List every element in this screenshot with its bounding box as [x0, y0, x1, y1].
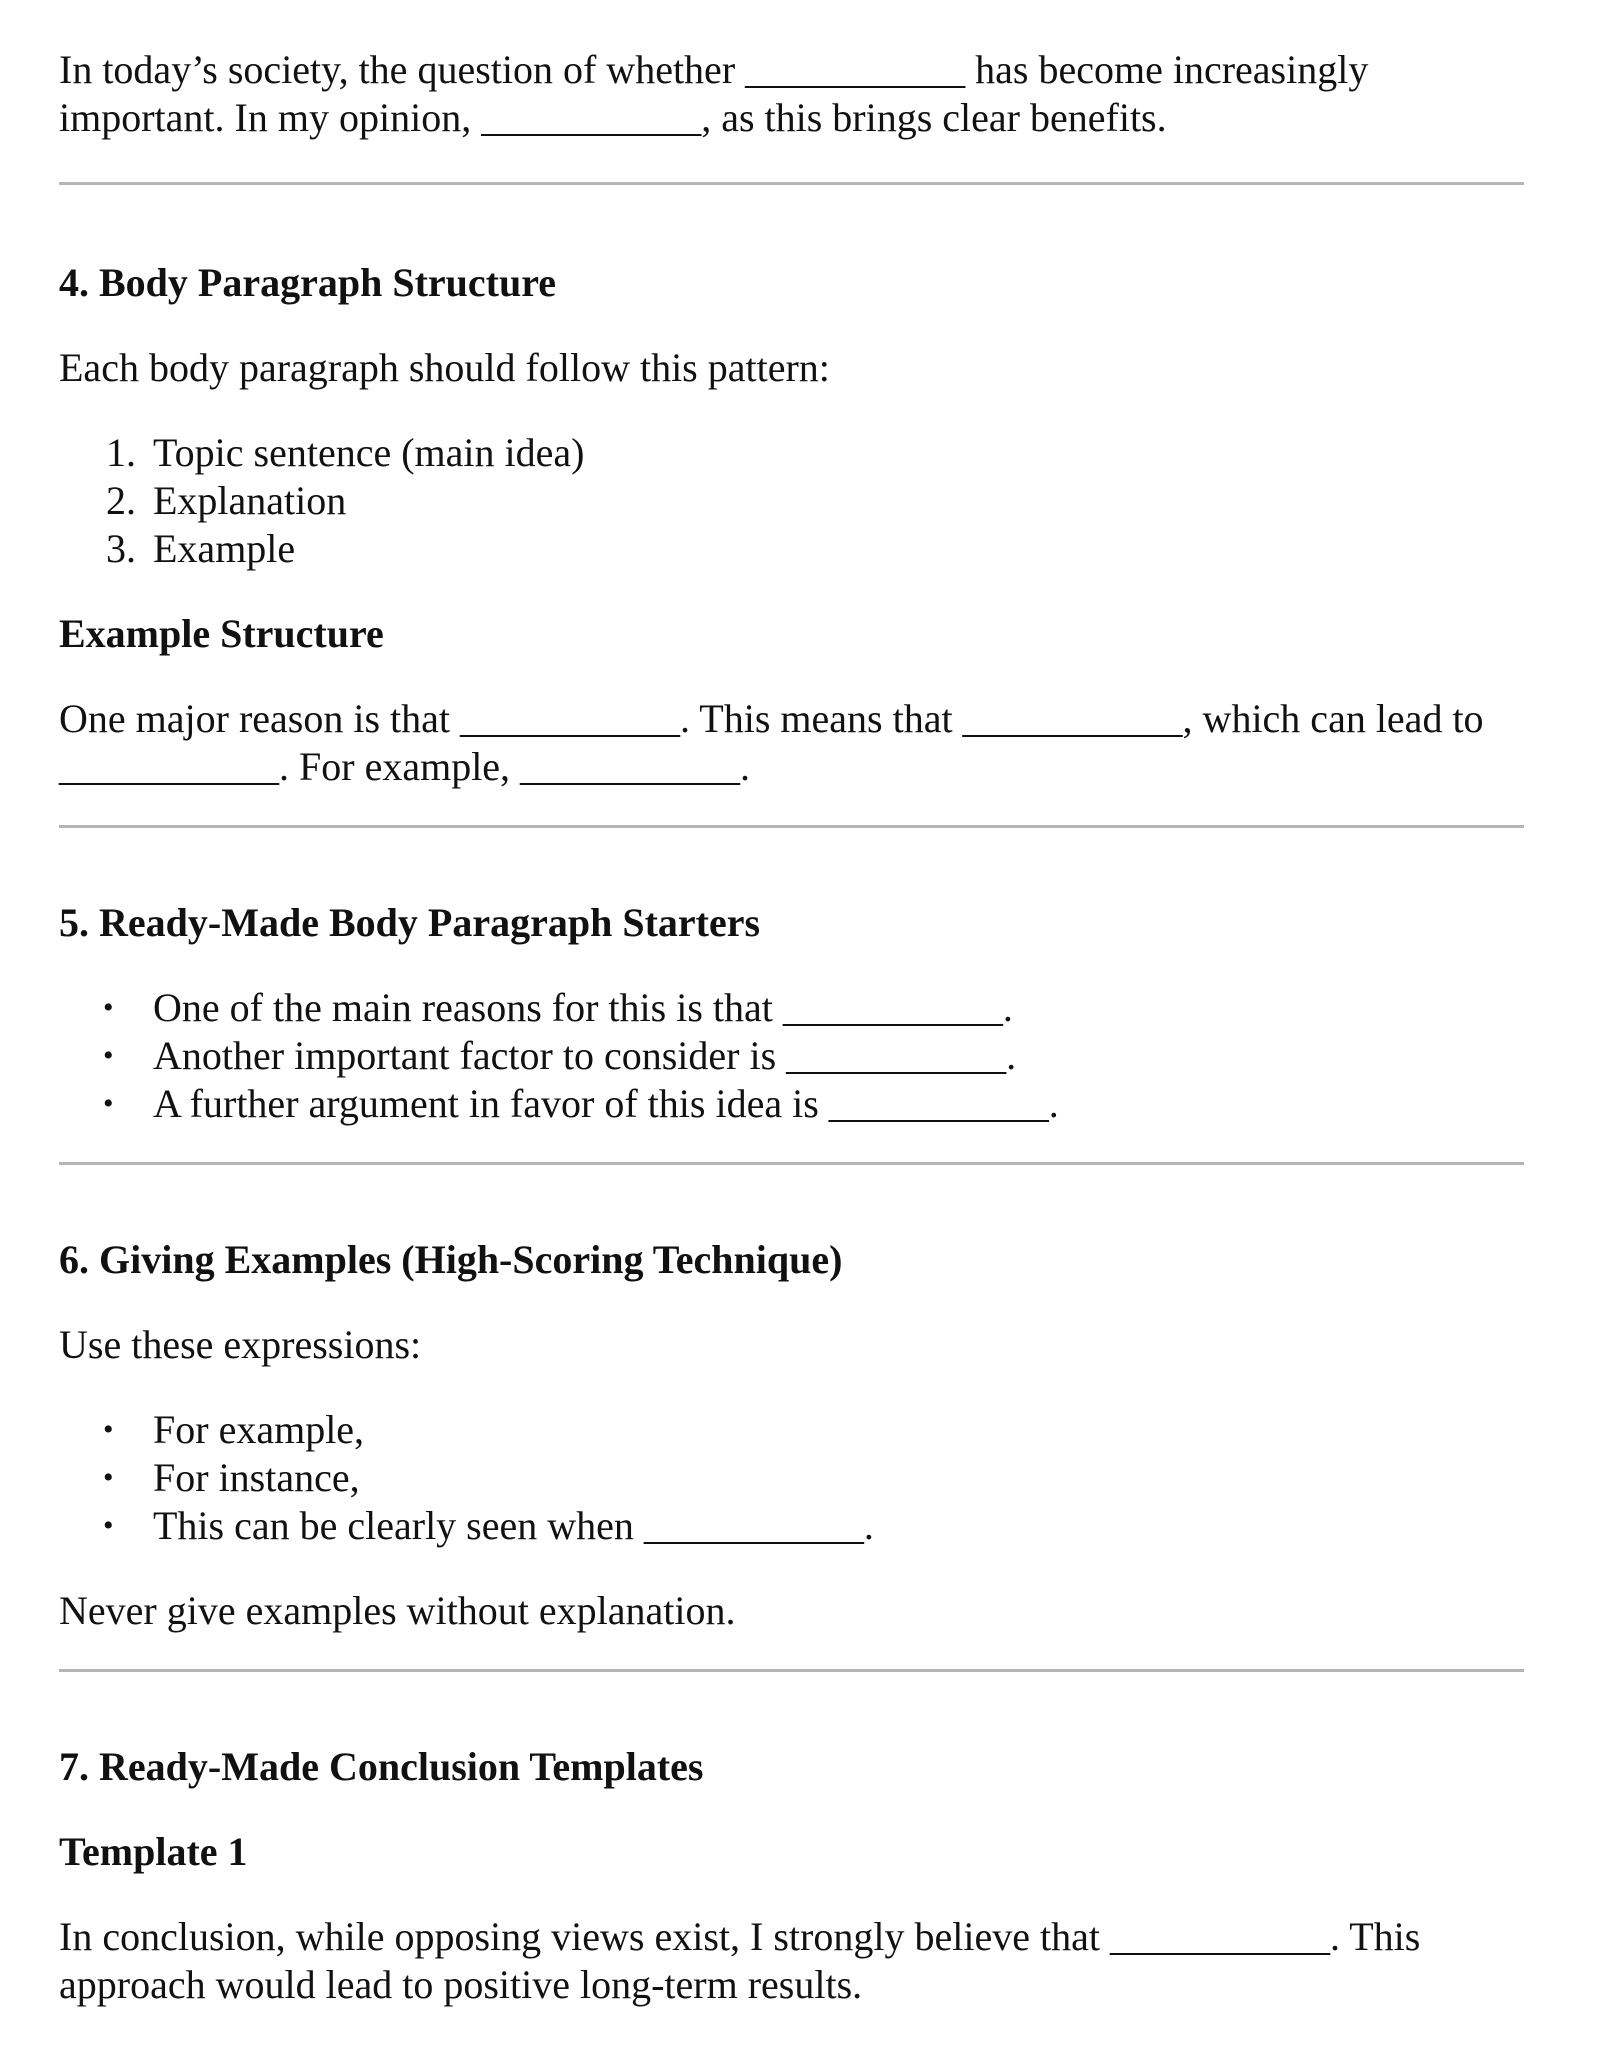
list-item — [59, 1080, 1539, 1128]
section-4-intro: Each body paragraph should follow this pattern: — [59, 345, 830, 390]
intro-template-line-1: In today’s society, the question of whether ___________ has become increasingly — [59, 47, 1369, 92]
intro-template-paragraph — [59, 46, 1539, 142]
list-item — [59, 477, 1539, 525]
bullet-icon: • — [103, 1413, 114, 1446]
bullet-icon: • — [103, 1509, 114, 1542]
section-7-heading: 7. Ready-Made Conclusion Templates — [59, 1744, 704, 1789]
template-1-line-1: In conclusion, while opposing views exist, I strongly believe that ___________. This — [59, 1914, 1421, 1959]
section-divider — [59, 1162, 1524, 1165]
list-item-text: For instance, — [153, 1455, 360, 1500]
list-item — [59, 1032, 1539, 1080]
example-structure-heading: Example Structure — [59, 611, 384, 656]
bullet-icon: • — [103, 1039, 114, 1072]
list-item-text: This can be clearly seen when ___________. — [153, 1503, 874, 1548]
section-divider — [59, 182, 1524, 185]
bullet-icon: • — [103, 991, 114, 1024]
section-divider — [59, 825, 1524, 828]
example-structure-line-2: ___________. For example, ___________. — [59, 744, 751, 789]
section-6-heading: 6. Giving Examples (High-Scoring Technique) — [59, 1237, 843, 1282]
list-item — [59, 1406, 1539, 1454]
example-structure-paragraph — [59, 695, 1539, 791]
section-6-intro: Use these expressions: — [59, 1322, 422, 1367]
list-item — [59, 984, 1539, 1032]
document-content — [59, 46, 1539, 2009]
list-item — [59, 1454, 1539, 1502]
list-item-text: A further argument in favor of this idea is ___________. — [153, 1081, 1059, 1126]
section-4-heading: 4. Body Paragraph Structure — [59, 260, 557, 305]
section-divider — [59, 1669, 1524, 1672]
bullet-icon: • — [103, 1087, 114, 1120]
list-item — [59, 525, 1539, 573]
template-1-heading: Template 1 — [59, 1829, 248, 1874]
list-item-text: Example — [153, 526, 296, 571]
list-number: 2. — [106, 478, 136, 523]
intro-template-line-2: important. In my opinion, ___________, as this brings clear benefits. — [59, 95, 1167, 140]
section-5-heading: 5. Ready-Made Body Paragraph Starters — [59, 900, 761, 945]
list-item-text: Topic sentence (main idea) — [153, 430, 585, 475]
example-expressions-list — [59, 1406, 1539, 1550]
list-item-text: Explanation — [153, 478, 347, 523]
list-item — [59, 1502, 1539, 1550]
list-number: 1. — [106, 430, 136, 475]
list-item-text: Another important factor to consider is ___________. — [153, 1033, 1017, 1078]
example-structure-line-1: One major reason is that ___________. This means that ___________, which can lead to — [59, 696, 1484, 741]
section-6-note: Never give examples without explanation. — [59, 1588, 736, 1633]
body-paragraph-steps-list — [59, 429, 1539, 573]
template-1-line-2: approach would lead to positive long-term results. — [59, 1962, 863, 2007]
bullet-icon: • — [103, 1461, 114, 1494]
body-starters-list — [59, 984, 1539, 1128]
list-number: 3. — [106, 526, 136, 571]
list-item-text: For example, — [153, 1407, 365, 1452]
template-1-paragraph — [59, 1913, 1539, 2009]
list-item-text: One of the main reasons for this is that ___________. — [153, 985, 1013, 1030]
list-item — [59, 429, 1539, 477]
